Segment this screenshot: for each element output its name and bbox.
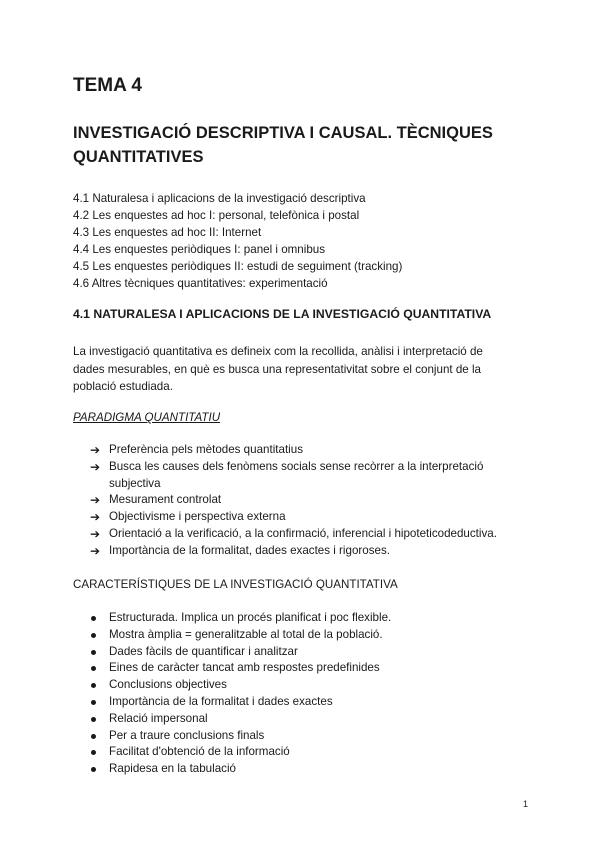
list-item xyxy=(90,711,530,728)
list-item xyxy=(90,492,530,509)
bullet-icon xyxy=(91,767,96,772)
toc-item: 4.1 Naturalesa i aplicacions de la investigació descriptiva xyxy=(73,192,366,205)
intro-paragraph: La investigació quantitativa es defineix com la recollida, anàlisi i interpretació de dades mesurables, en què es busca una representativitat sobre el conjunt de la població estudiada. xyxy=(73,345,483,393)
list-item-text: Importància de la formalitat i dades exactes xyxy=(109,694,333,708)
list-item-text: Busca les causes dels fenòmens socials sense recòrrer a la interpretació subjectiva xyxy=(109,459,484,490)
list-item xyxy=(90,459,530,493)
arrow-right-icon: ➔ xyxy=(90,459,101,474)
list-item-text: Relació impersonal xyxy=(109,711,208,725)
list-item-text: Orientació a la verificació, a la confirmació, inferencial i hipoteticodeductiva. xyxy=(109,526,497,540)
page-title: TEMA 4 xyxy=(73,75,142,96)
list-item-text: Mesurament controlat xyxy=(109,493,222,507)
toc-item: 4.4 Les enquestes periòdiques I: panel i omnibus xyxy=(73,243,326,256)
list-item-text: Rapidesa en la tabulació xyxy=(109,762,236,776)
list-item xyxy=(90,509,530,526)
list-item xyxy=(90,660,530,677)
list-item-text: Objectivisme i perspectiva externa xyxy=(109,510,286,524)
table-of-contents xyxy=(73,190,402,292)
bullet-icon xyxy=(91,616,96,621)
toc-item: 4.5 Les enquestes periòdiques II: estudi de seguiment (tracking) xyxy=(73,260,403,273)
bullet-icon xyxy=(91,633,96,638)
list-item-text: Facilitat d'obtenció de la informació xyxy=(109,745,290,759)
list-item xyxy=(90,543,530,560)
arrow-right-icon: ➔ xyxy=(90,443,101,457)
list-item xyxy=(90,644,530,661)
list-item-text: Importància de la formalitat, dades exactes i rigoroses. xyxy=(109,543,390,557)
list-item-text: Eines de caràcter tancat amb respostes predefinides xyxy=(109,661,380,675)
list-item-text: Preferència pels mètodes quantitatius xyxy=(109,443,303,456)
toc-item: 4.2 Les enquestes ad hoc I: personal, telefònica i postal xyxy=(73,209,360,222)
bullet-icon xyxy=(91,683,96,688)
list-item xyxy=(90,526,530,543)
arrow-right-icon: ➔ xyxy=(90,493,101,508)
list-item xyxy=(90,677,530,694)
list-item xyxy=(90,744,530,761)
paradigm-heading: PARADIGMA QUANTITATIU xyxy=(73,411,221,424)
list-item-text: Mostra àmplia = generalitzable al total de la població. xyxy=(109,627,383,641)
list-item xyxy=(90,728,530,745)
characteristics-heading: CARACTERÍSTIQUES DE LA INVESTIGACIÓ QUANTITATIVA xyxy=(73,578,398,591)
list-item xyxy=(90,761,530,778)
list-item-text: Per a traure conclusions finals xyxy=(109,728,265,742)
bullet-icon xyxy=(91,650,96,655)
chapter-subtitle: INVESTIGACIÓ DESCRIPTIVA I CAUSAL. TÈCNIQUES QUANTITATIVES xyxy=(73,124,493,166)
arrow-right-icon: ➔ xyxy=(90,543,101,558)
toc-item: 4.3 Les enquestes ad hoc II: Internet xyxy=(73,226,262,239)
list-item-text: Estructurada. Implica un procés planificat i poc flexible. xyxy=(109,611,392,624)
bullet-icon xyxy=(91,734,96,739)
bullet-icon xyxy=(91,750,96,755)
page-number: 1 xyxy=(523,799,529,809)
paradigm-list xyxy=(90,442,530,560)
characteristics-list xyxy=(90,610,530,778)
list-item xyxy=(90,442,530,459)
section-heading: 4.1 NATURALESA I APLICACIONS DE LA INVESTIGACIÓ QUANTITATIVA xyxy=(73,307,492,321)
bullet-icon xyxy=(91,717,96,722)
toc-item: 4.6 Altres tècniques quantitatives: experimentació xyxy=(73,277,328,290)
list-item xyxy=(90,627,530,644)
list-item xyxy=(90,610,530,627)
bullet-icon xyxy=(91,700,96,705)
list-item xyxy=(90,694,530,711)
bullet-icon xyxy=(91,666,96,671)
arrow-right-icon: ➔ xyxy=(90,510,101,525)
list-item-text: Conclusions objectives xyxy=(109,678,227,692)
arrow-right-icon: ➔ xyxy=(90,526,101,541)
list-item-text: Dades fàcils de quantificar i analitzar xyxy=(109,644,298,658)
